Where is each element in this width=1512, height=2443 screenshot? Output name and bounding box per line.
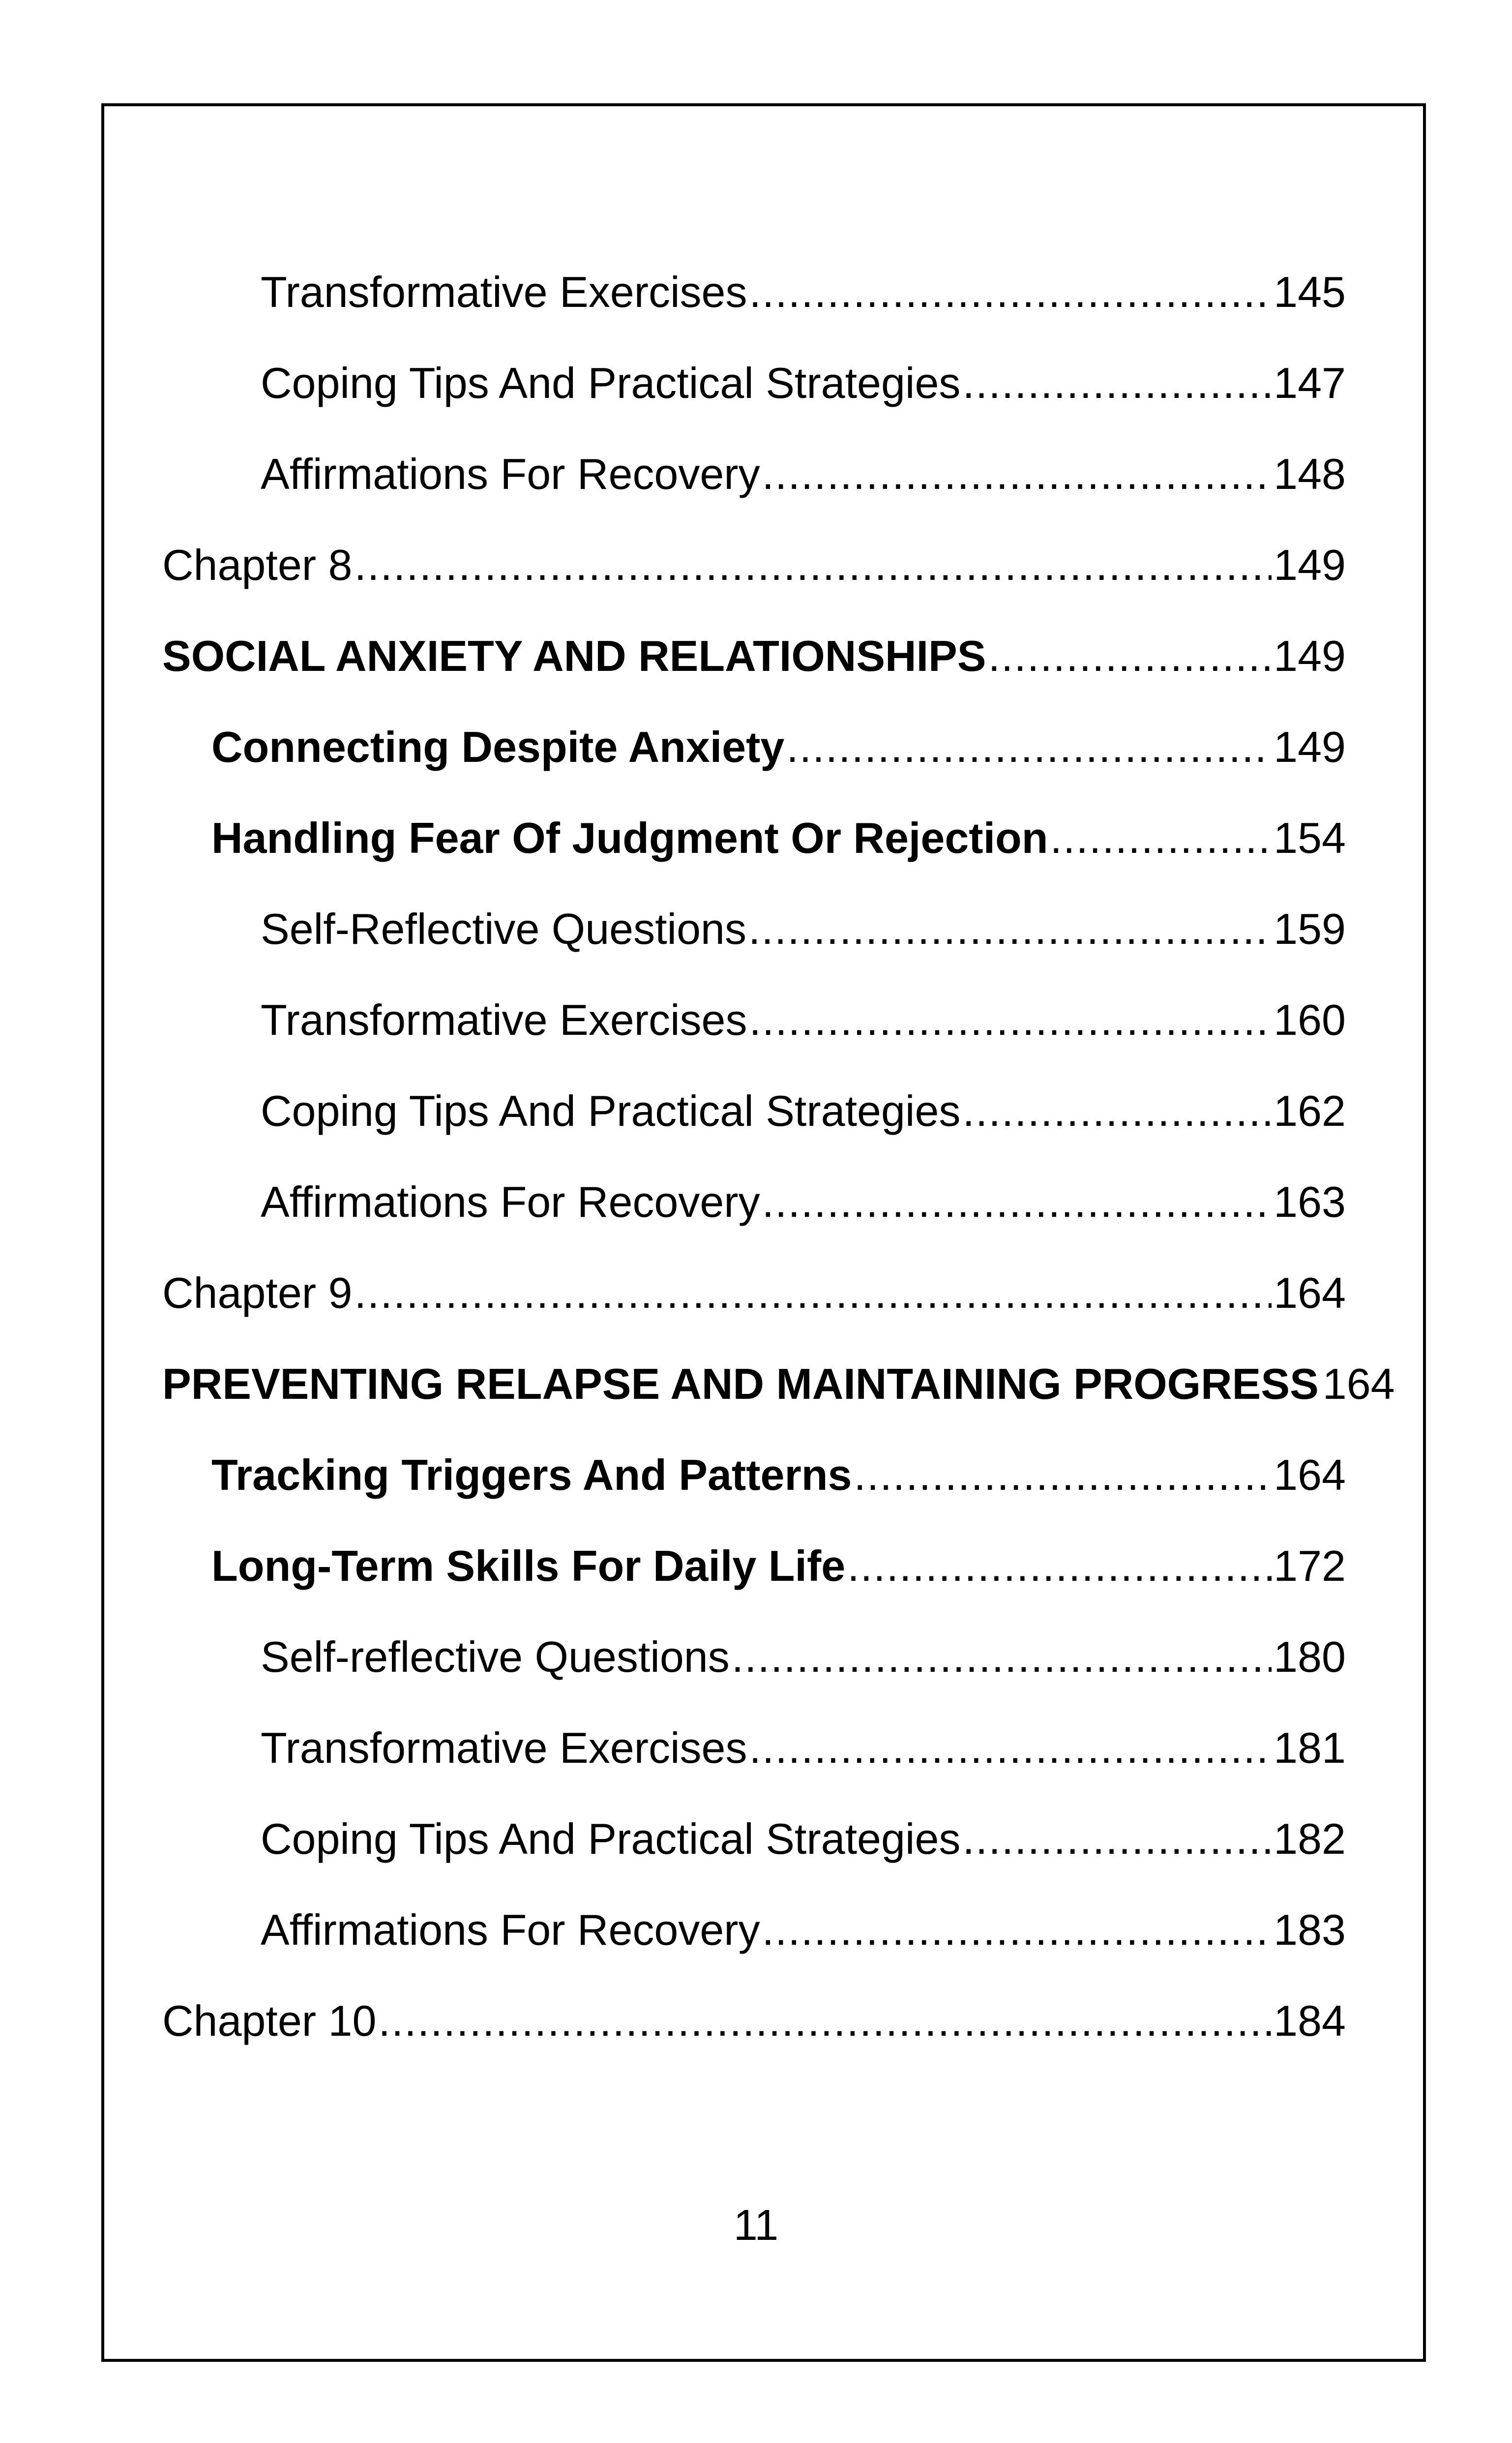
toc-entry[interactable] bbox=[162, 1632, 1346, 1726]
toc-entry-title: PREVENTING RELAPSE AND MAINTAINING PROGRESS bbox=[162, 1359, 1319, 1408]
toc-entry-page: 172 bbox=[1274, 1541, 1346, 1590]
toc-entry[interactable] bbox=[162, 1905, 1346, 1999]
dot-leader bbox=[847, 1544, 1272, 1588]
dot-leader bbox=[962, 1089, 1272, 1133]
toc-entry[interactable] bbox=[162, 1814, 1346, 1908]
toc-entry[interactable] bbox=[162, 725, 1346, 816]
toc-entry[interactable] bbox=[162, 543, 1346, 634]
dot-leader bbox=[988, 634, 1272, 678]
toc-entry[interactable] bbox=[162, 995, 1346, 1089]
dot-leader bbox=[378, 1999, 1272, 2043]
dot-leader bbox=[1050, 816, 1272, 860]
toc-entry[interactable] bbox=[162, 1086, 1346, 1180]
dot-leader bbox=[749, 998, 1272, 1042]
dot-leader bbox=[762, 1908, 1272, 1952]
toc-entry-page: 145 bbox=[1274, 268, 1346, 316]
toc-entry-title: SOCIAL ANXIETY AND RELATIONSHIPS bbox=[162, 632, 986, 680]
toc-entry-page: 184 bbox=[1274, 1996, 1346, 2045]
dot-leader bbox=[762, 1180, 1272, 1224]
toc-entry-title: Chapter 9 bbox=[162, 1268, 353, 1317]
toc-entry[interactable] bbox=[162, 816, 1346, 907]
toc-entry[interactable] bbox=[162, 1450, 1346, 1544]
toc-entry-page: 148 bbox=[1274, 450, 1346, 498]
toc-entry-page: 183 bbox=[1274, 1905, 1346, 1954]
toc-entry[interactable] bbox=[162, 634, 1346, 725]
toc-entry-page: 180 bbox=[1274, 1632, 1346, 1681]
dot-leader bbox=[732, 1635, 1272, 1679]
toc-entry-title: Transformative Exercises bbox=[261, 268, 747, 316]
toc-entry-title: Chapter 10 bbox=[162, 1996, 377, 2045]
dot-leader bbox=[962, 362, 1272, 405]
toc-entry-title: Coping Tips And Practical Strategies bbox=[261, 1814, 961, 1863]
toc-entry-title: Coping Tips And Practical Strategies bbox=[261, 359, 961, 407]
toc-entry-title: Affirmations For Recovery bbox=[261, 1905, 760, 1954]
toc-entry-page: 154 bbox=[1274, 814, 1346, 862]
dot-leader bbox=[354, 1271, 1272, 1315]
toc-entry-page: 160 bbox=[1274, 995, 1346, 1044]
toc-entry-title: Self-reflective Questions bbox=[261, 1632, 730, 1681]
toc-entry-page: 164 bbox=[1274, 1450, 1346, 1499]
toc-entry-page: 162 bbox=[1274, 1086, 1346, 1135]
toc-entry-title: Connecting Despite Anxiety bbox=[211, 723, 785, 771]
toc-entry[interactable] bbox=[162, 359, 1346, 452]
dot-leader bbox=[749, 1726, 1272, 1770]
toc-entry-page: 164 bbox=[1274, 1268, 1346, 1317]
dot-leader bbox=[786, 725, 1272, 769]
toc-entry[interactable] bbox=[162, 1996, 1346, 2090]
toc-entry-page: 149 bbox=[1274, 541, 1346, 589]
toc-entry-page: 159 bbox=[1274, 905, 1346, 953]
toc-entry-title: Affirmations For Recovery bbox=[261, 450, 760, 498]
toc-entry[interactable] bbox=[162, 1723, 1346, 1817]
toc-entry-title: Chapter 8 bbox=[162, 541, 353, 589]
dot-leader bbox=[749, 271, 1272, 314]
dot-leader bbox=[962, 1817, 1272, 1861]
toc-entry[interactable] bbox=[162, 1359, 1395, 1453]
toc-entry-title: Handling Fear Of Judgment Or Rejection bbox=[211, 814, 1048, 862]
toc-entry-title: Self-Reflective Questions bbox=[261, 905, 746, 953]
toc-entry[interactable] bbox=[162, 1177, 1346, 1271]
toc-entry[interactable] bbox=[162, 268, 1346, 362]
toc-entry-page: 149 bbox=[1274, 723, 1346, 771]
toc-entry[interactable] bbox=[162, 1268, 1346, 1362]
toc-entry-title: Transformative Exercises bbox=[261, 995, 747, 1044]
toc-entry[interactable] bbox=[162, 1541, 1346, 1635]
page-number: 11 bbox=[733, 2201, 779, 2249]
toc-entry[interactable] bbox=[162, 452, 1346, 543]
dot-leader bbox=[762, 452, 1272, 496]
dot-leader bbox=[354, 543, 1272, 587]
toc-entry-title: Affirmations For Recovery bbox=[261, 1177, 760, 1226]
table-of-contents bbox=[162, 268, 1395, 2090]
toc-entry-page: 181 bbox=[1274, 1723, 1346, 1772]
toc-entry-page: 149 bbox=[1274, 632, 1346, 680]
toc-entry-title: Coping Tips And Practical Strategies bbox=[261, 1086, 961, 1135]
toc-entry[interactable] bbox=[162, 907, 1346, 998]
dot-leader bbox=[854, 1453, 1272, 1497]
toc-entry-title: Long-Term Skills For Daily Life bbox=[211, 1541, 846, 1590]
dot-leader bbox=[748, 907, 1272, 951]
toc-entry-title: Tracking Triggers And Patterns bbox=[211, 1450, 852, 1499]
toc-entry-page: 163 bbox=[1274, 1177, 1346, 1226]
toc-entry-page: 147 bbox=[1274, 359, 1346, 407]
toc-entry-page: 182 bbox=[1274, 1814, 1346, 1863]
toc-entry-title: Transformative Exercises bbox=[261, 1723, 747, 1772]
toc-entry-page: 164 bbox=[1322, 1359, 1395, 1408]
